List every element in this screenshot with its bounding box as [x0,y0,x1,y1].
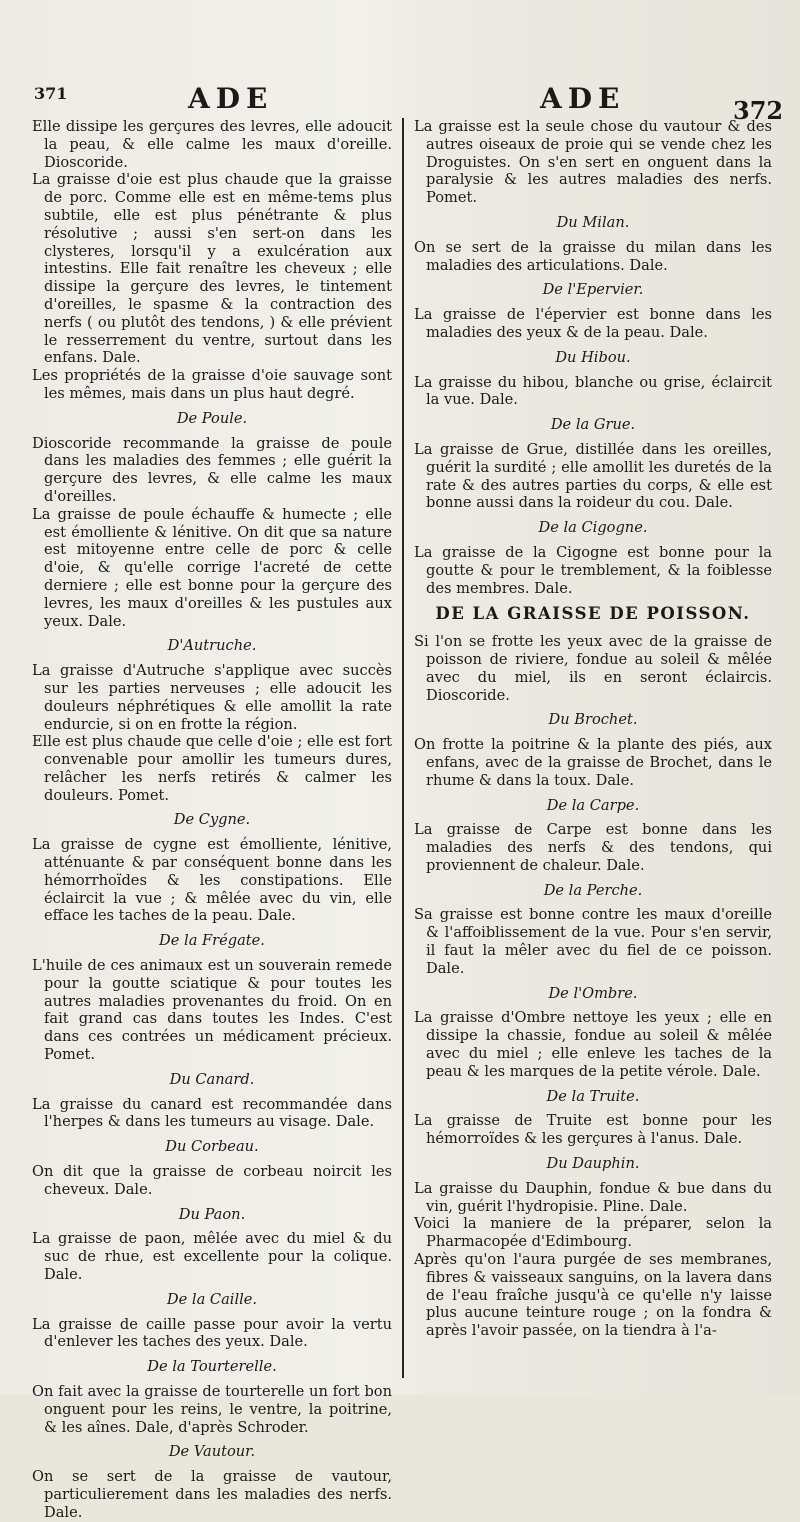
left-running-head: ADE [188,82,274,115]
section-subheading: Du Hibou. [555,348,631,366]
section-subheading: De l'Ombre. [548,984,638,1002]
paragraph: On se sert de la graisse du milan dans les maladies des articulations. Dale. [414,238,772,274]
section-subheading: De la Grue. [550,416,636,434]
paragraph: La graisse d'Ombre nettoye les yeux ; elle en dissipe la chassie, fondue au soleil & mêlée avec du miel ; elle enleve les taches de la peau & les marques de la petite vérole. Dale. [414,1009,772,1080]
paragraph: On se sert de la graisse de vautour, particulierement dans les maladies des nerfs. Dale. [32,1468,392,1521]
paragraph: La graisse de la Cigogne est bonne pour la goutte & pour le tremblement, & la foiblesse des membres. Dale. [414,543,772,597]
paragraph: La graisse de Carpe est bonne dans les maladies des nerfs & des tendons, qui proviennent de chaleur. Dale. [414,821,772,874]
section-subheading: Du Dauphin. [546,1155,640,1173]
paragraph: On fait avec la graisse de tourterelle un fort bon onguent pour les reins, le ventre, la poitrine, & les aînes. Dale, d'après Schroder. [32,1383,392,1436]
section-subheading: De la Tourterelle. [147,1358,277,1376]
section-subheading: De Vautour. [168,1443,256,1461]
section-heading: DE LA GRAISSE DE POISSON. [435,604,751,624]
section-subheading: De la Caille. [166,1290,258,1308]
paragraph: Elle dissipe les gerçures des levres, elle adoucit la peau, & elle calme les maux d'oreille. Dioscoride. [32,118,392,171]
section-subheading: De la Cigogne. [538,519,648,537]
paragraph: La graisse de Grue, distillée dans les oreilles, guérit la surdité ; elle amollit les duretés de la rate & des autres parties du corps, & elle est bonne aussi dans la roideur du cou. Dale. [414,440,772,512]
right-column [414,118,772,1340]
column-divider [402,118,404,1378]
paragraph: La graisse du Dauphin, fondue & bue dans du vin, guérit l'hydropisie. Pline. Dale. [414,1179,772,1215]
section-subheading: De l'Epervier. [542,281,644,299]
paragraph: Voici la maniere de la préparer, selon la Pharmacopée d'Edimbourg. [414,1215,772,1251]
right-running-head: ADE [540,82,626,115]
paragraph: La graisse de poule échauffe & humecte ; elle est émolliente & lénitive. On dit que sa nature est mitoyenne entre celle de porc & celle d'oie, & qu'elle corrige l'acreté de cette derniere ; elle est bonne pour la gerçure des levres, les maux d'oreilles & les pustules aux yeux. Dale. [32,505,392,630]
paragraph: La graisse de caille passe pour avoir la vertu d'enlever les taches des yeux. Dale. [32,1315,392,1351]
paragraph: Si l'on se frotte les yeux avec de la graisse de poisson de riviere, fondue au soleil & mêlée avec du miel, ils en seront éclaircis. Dioscoride. [414,633,772,704]
paragraph: La graisse de l'épervier est bonne dans les maladies des yeux & de la peau. Dale. [414,306,772,341]
paragraph: La graisse d'oie est plus chaude que la graisse de porc. Comme elle est en même-tems plus subtile, elle est plus pénétrante & plus résolutive ; aussi s'en sert-on dans les clysteres, lorsqu'il y a exulcération aux intestins. Elle fait renaître les cheveux ; elle dissipe la gerçure des levres, le tintement d'oreilles, le spasme & la contraction des nerfs ( ou plutôt des tendons, ) & elle prévient le resserrement du ventre, surtout dans les enfans. Dale. [32,171,392,367]
section-subheading: De la Perche. [543,881,643,899]
section-subheading: Du Milan. [556,213,630,231]
paragraph: La graisse de Truite est bonne pour les hémorroïdes & les gerçures à l'anus. Dale. [414,1112,772,1148]
section-subheading: Du Paon. [178,1205,246,1223]
paragraph: La graisse d'Autruche s'applique avec succès sur les parties nerveuses ; elle adoucit les douleurs néphrétiques & elle amollit la rate endurcie, si on en frotte la région. [32,662,392,733]
section-subheading: Du Brochet. [548,711,638,729]
section-subheading: De Cygne. [173,811,251,829]
section-subheading: Du Canard. [169,1070,255,1088]
section-subheading: D'Autruche. [167,637,257,655]
left-column [32,118,392,1522]
paragraph: Sa graisse est bonne contre les maux d'oreille & l'affoiblissement de la vue. Pour s'en servir, il faut la mêler avec du fiel de ce poisson. Dale. [414,906,772,977]
paragraph: La graisse de cygne est émolliente, lénitive, atténuante & par conséquent bonne dans les hémorrhoïdes & les constipations. Elle éclaircit la vue ; & mêlée avec du vin, elle efface les taches de la peau. Dale. [32,836,392,925]
paragraph: Dioscoride recommande la graisse de poule dans les maladies des femmes ; elle guérit la gerçure des levres, & elle calme les maux d'oreilles. [32,434,392,505]
left-page-number: 371 [34,84,68,103]
paragraph: Elle est plus chaude que celle d'oie ; elle est fort convenable pour amollir les tumeurs dures, relâcher les nerfs retirés & calmer les douleurs. Pomet. [32,733,392,804]
section-subheading: Du Corbeau. [165,1138,259,1156]
paragraph: L'huile de ces animaux est un souverain remede pour la goutte sciatique & pour toutes les autres maladies provenantes du froid. On en fait grand cas dans toutes les Indes. C'est dans ces contrées un médicament précieux. Pomet. [32,957,392,1064]
paragraph: Les propriétés de la graisse d'oie sauvage sont les mêmes, mais dans un plus haut degré. [32,367,392,402]
right-page-number: 372 [733,96,784,125]
paragraph: La graisse du canard est recommandée dans l'herpes & dans les tumeurs au visage. Dale. [32,1095,392,1131]
section-subheading: De la Truite. [546,1087,640,1105]
section-subheading: De la Frégate. [159,932,265,950]
paragraph: La graisse du hibou, blanche ou grise, éclaircit la vue. Dale. [414,373,772,409]
paragraph: On frotte la poitrine & la plante des piés, aux enfans, avec de la graisse de Brochet, dans le rhume & dans la toux. Dale. [414,736,772,789]
section-subheading: De Poule. [176,409,248,427]
section-subheading: De la Carpe. [546,796,640,814]
paragraph: Après qu'on l'aura purgée de ses membranes, fibres & vaisseaux sanguins, on la lavera dans de l'eau fraîche jusqu'à ce qu'elle n'y laisse plus aucune teinture rouge ; on la fondra & après l'avoir passée, on la tiendra à l'a- [414,1251,772,1340]
paragraph: La graisse de paon, mêlée avec du miel & du suc de rhue, est excellente pour la colique. Dale. [32,1230,392,1284]
paragraph: On dit que la graisse de corbeau noircit les cheveux. Dale. [32,1163,392,1198]
paragraph: La graisse est la seule chose du vautour & des autres oiseaux de proie qui se vende chez les Droguistes. On s'en sert en onguent dans la paralysie & les autres maladies des nerfs. Pomet. [414,118,772,207]
